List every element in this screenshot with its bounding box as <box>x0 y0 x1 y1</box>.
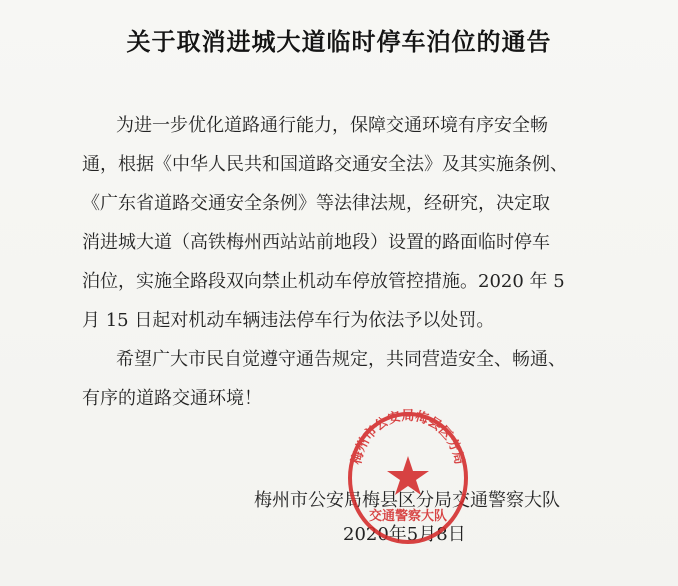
paragraph-line: 消进城大道（高铁梅州西站站前地段）设置的路面临时停车 <box>82 232 550 253</box>
paragraph-line: 《广东省道路交通安全条例》等法律法规，经研究，决定取 <box>82 193 550 214</box>
seal-star-icon <box>387 456 429 495</box>
paragraph-line: 泊位，实施全路段双向禁止机动车停放管控措施。2020 年 5 <box>82 271 565 292</box>
paragraph-line: 有序的道路交通环境！ <box>82 388 262 409</box>
paragraph-line: 为进一步优化道路通行能力，保障交通环境有序安全畅 <box>116 115 548 136</box>
seal-bottom-text: 交通警察大队 <box>368 509 448 524</box>
notice-title: 关于取消进城大道临时停车泊位的通告 <box>126 28 552 56</box>
paragraph-line: 月 15 日起对机动车辆违法停车行为依法予以处罚。 <box>82 310 495 331</box>
paragraph-line: 希望广大市民自觉遵守通告规定，共同营造安全、畅通、 <box>116 349 566 370</box>
issuing-organization: 梅州市公安局梅县区分局交通警察大队 <box>254 490 560 511</box>
seal-arc-text: 梅州市公安局梅县区分局 <box>349 408 467 467</box>
official-seal <box>343 408 473 548</box>
issue-date: 2020年5月8日 <box>343 524 466 545</box>
paragraph-line: 通，根据《中华人民共和国道路交通安全法》及其实施条例、 <box>82 154 568 175</box>
